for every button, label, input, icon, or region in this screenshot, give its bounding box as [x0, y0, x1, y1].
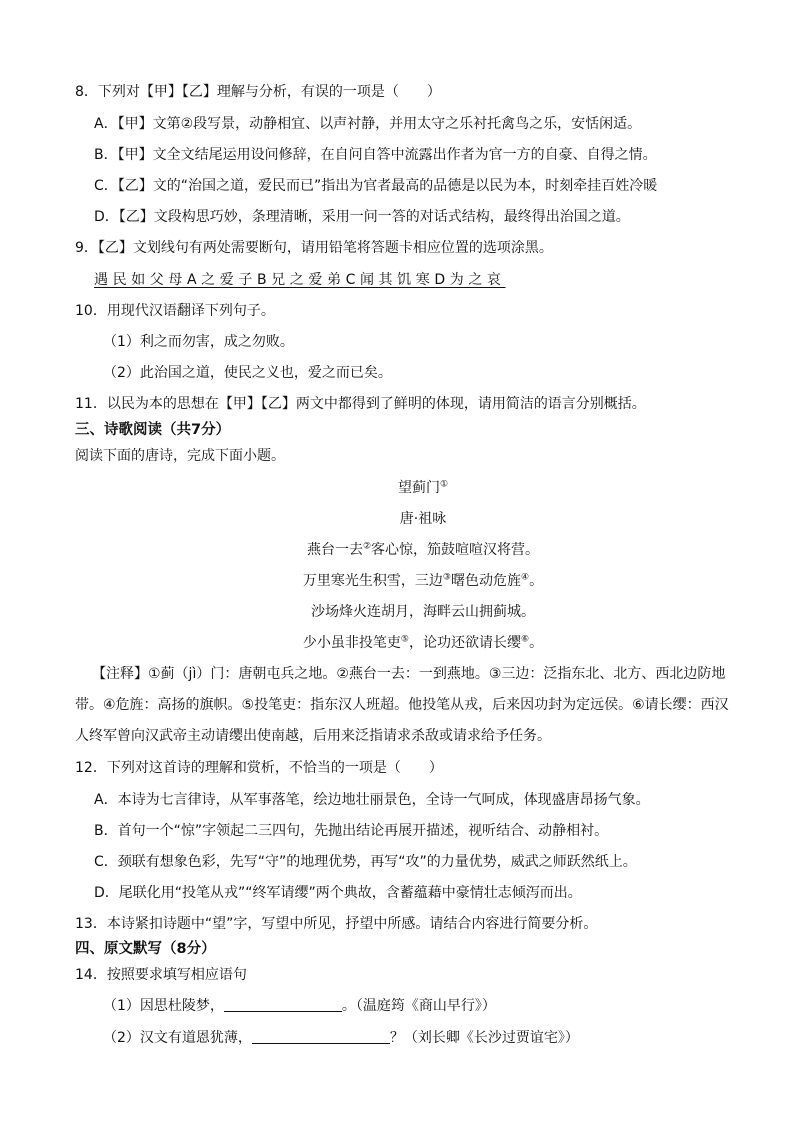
poem-annotations: 【注释】①蓟（jì）门：唐朝屯兵之地。②燕台一去：一到燕地。③三边：泛指东北、北方、西北边防地带。④危旌：高扬的旗帜。⑤投笔吏：指东汉人班超。他投笔从戎，后来因功封为定远侯。⑥请长缨：西汉人终军曾向汉武帝主动请缨出使南越，后用来泛指请求杀敌或请求给予任务。 — [75, 666, 729, 744]
poem-line-3 — [0, 602, 794, 622]
q12-option-d: D．尾联化用“投笔从戎”“终军请缨”两个典故，含蓄蕴藉中豪情壮志倾泻而出。 — [94, 885, 582, 901]
underlined-text: 遇民如父母A之爱子B兄之爱弟C闻其饥寒D为之哀 — [94, 272, 506, 288]
q14-stem: 14．按照要求填写相应语句 — [75, 967, 247, 983]
poem-text: ，论功还欲请长缨 — [409, 635, 521, 651]
poem-line-4 — [0, 633, 794, 653]
poem-text: 。 — [529, 635, 544, 651]
q8-option-a: A．【甲】文第②段写景，动静相宜、以声衬静，并用太守之乐衬托禽鸟之乐，安恬闲适。 — [94, 116, 642, 132]
q8-option-d: D．【乙】文段构思巧妙，条理清晰，采用一问一答的对话式结构，最终得出治国之道。 — [94, 209, 630, 225]
footnote-mark: ② — [362, 541, 372, 552]
section3-intro: 阅读下面的唐诗，完成下面小题。 — [75, 448, 285, 464]
poem-title — [0, 478, 794, 498]
poem-text: 沙场烽火连胡月，海畔云山拥蓟城。 — [311, 604, 535, 620]
q10-item-2: （2）此治国之道，使民之义也，爱之而已矣。 — [103, 365, 392, 381]
footnote-mark: ③ — [442, 572, 451, 583]
poem-text: 少小虽非投笔吏 — [302, 635, 401, 651]
q14-item-1 — [103, 996, 496, 1016]
item-text: （2）汉文有道恩犹薄， — [103, 1030, 252, 1046]
item-source: ？（刘长卿《长沙过贾谊宅》） — [389, 1030, 579, 1046]
poem-line-2 — [0, 571, 794, 591]
section4-title: 四、原文默写（8分） — [75, 941, 216, 957]
footnote-mark: ⑤ — [400, 634, 409, 645]
footnote-mark: ⑥ — [521, 634, 530, 645]
footnote-mark: ④ — [521, 572, 530, 583]
poem-text: 。 — [529, 573, 544, 589]
q12-option-c: C．颈联有想象色彩，先写“守”的地理优势，再写“攻”的力量优势，威武之师跃然纸上。 — [94, 854, 637, 870]
answer-blank[interactable] — [252, 1029, 390, 1044]
q11-stem: 11．以民为本的思想在【甲】【乙】两文中都得到了鲜明的体现，请用简洁的语言分别概括。 — [75, 396, 646, 412]
q12-option-a: A．本诗为七言律诗，从军事落笔，绘边地壮丽景色，全诗一气呵成，体现盛唐昂扬气象。 — [94, 792, 650, 808]
q12-stem: 12．下列对这首诗的理解和赏析，不恰当的一项是（ ） — [75, 760, 443, 776]
poem-text: 燕台一去 — [306, 542, 363, 558]
poem-line-1 — [0, 540, 794, 560]
poem-text: 万里寒光生积雪，三边 — [302, 573, 443, 589]
q9-underlined-sentence — [94, 270, 506, 290]
q13-stem: 13．本诗紧扣诗题中“望”字，写望中所见，抒望中所感。请结合内容进行简要分析。 — [75, 916, 598, 932]
item-source: 。（温庭筠《商山早行》） — [341, 998, 496, 1014]
q8-option-b: B．【甲】文全文结尾运用设问修辞，在自问自答中流露出作者为官一方的自豪、自得之情。 — [94, 147, 657, 163]
q10-item-1: （1）利之而勿害，成之勿败。 — [103, 334, 294, 350]
q14-item-2 — [103, 1028, 579, 1048]
q8-option-c: C．【乙】文的“治国之道，爱民而已”指出为官者最高的品德是以民为本，时刻牵挂百姓冷暖 — [94, 178, 658, 194]
q12-option-b: B．首句一个“惊”字领起二三四句，先抛出结论再展开描述，视听结合、动静相衬。 — [94, 823, 609, 839]
section3-title: 三、诗歌阅读（共7分） — [75, 422, 231, 438]
poem-title-text: 望蓟门 — [397, 480, 440, 496]
poem-author: 唐·祖咏 — [399, 511, 447, 527]
poem-text: 曙色动危旌 — [451, 573, 521, 589]
footnote-mark: ① — [439, 479, 449, 490]
q10-stem: 10．用现代汉语翻译下列句子。 — [75, 303, 275, 319]
item-text: （1）因思杜陵梦， — [103, 998, 224, 1014]
answer-blank[interactable] — [224, 997, 342, 1012]
q8-stem: 8．下列对【甲】【乙】理解与分析，有误的一项是（ ） — [75, 84, 441, 100]
poem-text: 客心惊，笳鼓喧喧汉将营。 — [371, 542, 540, 558]
q9-stem: 9．【乙】文划线句有两处需要断句，请用铅笔将答题卡相应位置的选项涂黑。 — [75, 240, 553, 256]
